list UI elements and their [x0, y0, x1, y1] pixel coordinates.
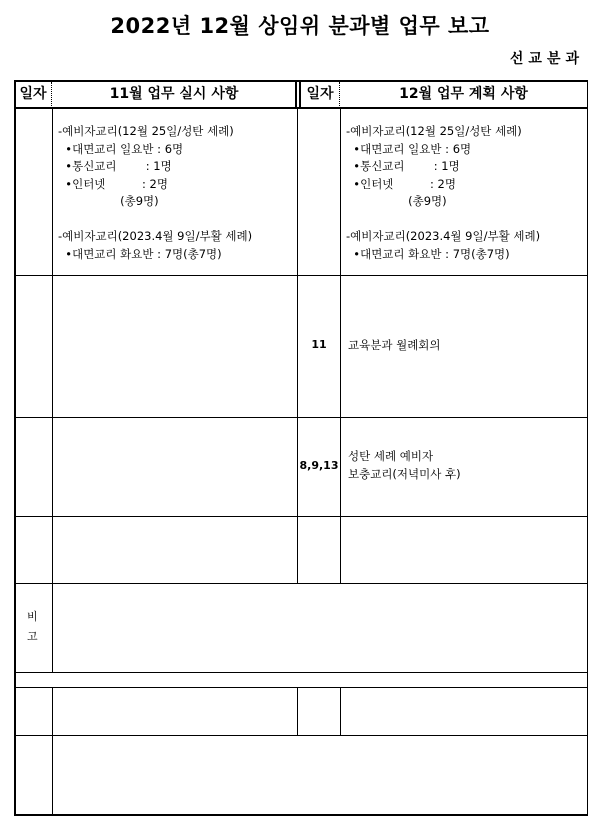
report-table: [14, 80, 588, 816]
department-label: 선교분과: [509, 51, 584, 67]
header-date-left: 일자: [19, 86, 47, 102]
row2-plan-text: 교육분과 월례회의: [348, 338, 441, 352]
row3-plan-text: 성탄 세례 예비자 보충교리(저녁미사 후): [348, 449, 461, 481]
row1-plan-text: -예비자교리(12월 25일/성탄 세례) •대면교리 일요반 : 6명 •통신교리 : 1명 •인터넷 : 2명 (총9명) -예비자교리(2023.4월 9일/부활 세례) •대면교리 화요반 : 7명(총7명): [346, 124, 541, 261]
row3-plan-date: 8,9,13: [299, 459, 339, 472]
row1-done-text: -예비자교리(12월 25일/성탄 세례) •대면교리 일요반 : 6명 •통신교리 : 1명 •인터넷 : 2명 (총9명) -예비자교리(2023.4월 9일/부활 세례) •대면교리 화요반 : 7명(총7명): [58, 124, 253, 261]
header-date-right: 일자: [306, 86, 334, 102]
page-title: 2022년 12월 상임위 분과별 업무 보고: [110, 14, 490, 38]
row2-plan-date: 11: [311, 338, 327, 351]
header-done-title: 11월 업무 실시 사항: [109, 86, 239, 102]
header-plan-title: 12월 업무 계획 사항: [399, 86, 528, 102]
remarks-label: 비 고: [27, 610, 38, 643]
